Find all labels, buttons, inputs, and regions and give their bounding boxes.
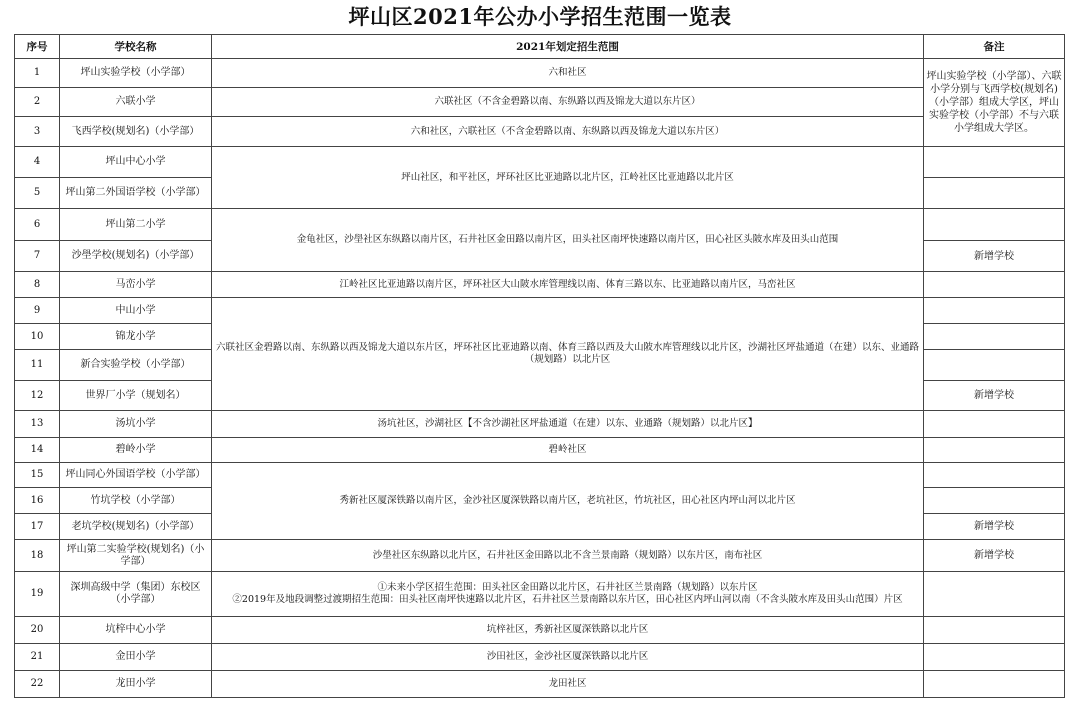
remark: 新增学校 (924, 514, 1065, 540)
remark (924, 209, 1065, 241)
enrollment-range: 坪山社区，和平社区，坪环社区比亚迪路以北片区，江岭社区比亚迪路以北片区 (212, 147, 924, 209)
header-range: 2021年划定招生范围 (212, 35, 924, 59)
remark (924, 617, 1065, 644)
remark: 新增学校 (924, 381, 1065, 411)
enrollment-table (14, 34, 1065, 698)
range-line-2: ②2019年及地段调整过渡期招生范围：田头社区南坪快速路以北片区，石井社区兰景南路以东片区，田心社区内坪山河以南（不含头陂水库及田头山范围）片区 (232, 594, 903, 605)
page-title: 坪山区2021年公办小学招生范围一览表 (348, 4, 732, 29)
remark (924, 488, 1065, 514)
school-name: 坪山实验学校（小学部） (60, 59, 212, 88)
school-name: 六联小学 (60, 88, 212, 117)
enrollment-range: 六和社区 (212, 59, 924, 88)
school-name: 飞西学校(规划名)（小学部） (60, 117, 212, 147)
school-name: 坪山第二小学 (60, 209, 212, 241)
school-name: 坪山第二实验学校(规划名)（小学部） (60, 540, 212, 572)
row-no: 18 (15, 540, 60, 572)
remark (924, 324, 1065, 350)
school-name: 新合实验学校（小学部） (60, 350, 212, 381)
enrollment-range: 六联社区（不含金碧路以南、东纵路以西及锦龙大道以东片区） (212, 88, 924, 117)
enrollment-range: 坑梓社区，秀新社区厦深铁路以北片区 (212, 617, 924, 644)
row-no: 7 (15, 241, 60, 272)
row-no: 8 (15, 272, 60, 298)
row-no: 13 (15, 411, 60, 438)
school-name: 中山小学 (60, 298, 212, 324)
enrollment-range: 龙田社区 (212, 671, 924, 698)
enrollment-range: 秀新社区厦深铁路以南片区，金沙社区厦深铁路以南片区，老坑社区，竹坑社区，田心社区内坪山河以北片区 (212, 463, 924, 540)
table-row (15, 88, 1065, 117)
table-row (15, 147, 1065, 178)
school-name: 汤坑小学 (60, 411, 212, 438)
table-row (15, 117, 1065, 147)
table-row (15, 463, 1065, 488)
table-row (15, 671, 1065, 698)
row-no: 19 (15, 572, 60, 617)
remark (924, 463, 1065, 488)
enrollment-range: 汤坑社区，沙湖社区【不含沙湖社区坪盐通道（在建）以东、业通路（规划路）以北片区】 (212, 411, 924, 438)
remark: 新增学校 (924, 540, 1065, 572)
remark (924, 671, 1065, 698)
table-row (15, 209, 1065, 241)
school-name: 龙田小学 (60, 671, 212, 698)
range-line-1: ①未来小学区招生范围：田头社区金田路以北片区，石井社区兰景南路（规划路）以东片区 (377, 582, 758, 593)
remark (924, 147, 1065, 178)
table-row (15, 540, 1065, 572)
school-name: 坪山第二外国语学校（小学部） (60, 178, 212, 209)
remark (924, 178, 1065, 209)
school-name: 竹坑学校（小学部） (60, 488, 212, 514)
remark: 坪山实验学校（小学部）、六联小学分别与飞西学校(规划名)（小学部）组成大学区，坪山实验学校（小学部）不与六联小学组成大学区。 (924, 59, 1065, 147)
enrollment-range: 金龟社区，沙壆社区东纵路以南片区，石井社区金田路以南片区，田头社区南坪快速路以南片区，田心社区头陂水库及田头山范围 (212, 209, 924, 272)
table-row (15, 617, 1065, 644)
header-note: 备注 (924, 35, 1065, 59)
table-row (15, 298, 1065, 324)
row-no: 2 (15, 88, 60, 117)
school-name: 锦龙小学 (60, 324, 212, 350)
school-name: 世界厂小学（规划名） (60, 381, 212, 411)
row-no: 1 (15, 59, 60, 88)
enrollment-range: 六和社区，六联社区（不含金碧路以南、东纵路以西及锦龙大道以东片区） (212, 117, 924, 147)
row-no: 3 (15, 117, 60, 147)
row-no: 11 (15, 350, 60, 381)
remark (924, 272, 1065, 298)
table-row (15, 411, 1065, 438)
row-no: 21 (15, 644, 60, 671)
row-no: 12 (15, 381, 60, 411)
table-header-row (15, 35, 1065, 59)
row-no: 9 (15, 298, 60, 324)
remark (924, 572, 1065, 617)
school-name: 马峦小学 (60, 272, 212, 298)
remark (924, 411, 1065, 438)
remark (924, 644, 1065, 671)
enrollment-range (212, 572, 924, 617)
header-school: 学校名称 (60, 35, 212, 59)
row-no: 4 (15, 147, 60, 178)
row-no: 14 (15, 438, 60, 463)
row-no: 20 (15, 617, 60, 644)
enrollment-range: 沙壆社区东纵路以北片区，石井社区金田路以北不含兰景南路（规划路）以东片区，南布社区 (212, 540, 924, 572)
row-no: 10 (15, 324, 60, 350)
row-no: 5 (15, 178, 60, 209)
school-name: 碧岭小学 (60, 438, 212, 463)
row-no: 17 (15, 514, 60, 540)
school-name: 坪山中心小学 (60, 147, 212, 178)
table-row (15, 644, 1065, 671)
enrollment-range: 六联社区金碧路以南、东纵路以西及锦龙大道以东片区，坪环社区比亚迪路以南、体育三路以西及大山陂水库管理线以北片区，沙湖社区坪盐通道（在建）以东、业通路（规划路）以北片区 (212, 298, 924, 411)
school-name: 老坑学校(规划名)（小学部） (60, 514, 212, 540)
table-row (15, 59, 1065, 88)
table-row (15, 438, 1065, 463)
school-name: 金田小学 (60, 644, 212, 671)
row-no: 16 (15, 488, 60, 514)
row-no: 22 (15, 671, 60, 698)
header-no: 序号 (15, 35, 60, 59)
remark: 新增学校 (924, 241, 1065, 272)
enrollment-range: 江岭社区比亚迪路以南片区，坪环社区大山陂水库管理线以南、体育三路以东、比亚迪路以南片区，马峦社区 (212, 272, 924, 298)
row-no: 6 (15, 209, 60, 241)
remark (924, 298, 1065, 324)
school-name: 坑梓中心小学 (60, 617, 212, 644)
table-row (15, 272, 1065, 298)
school-name: 深圳高级中学（集团）东校区（小学部） (60, 572, 212, 617)
remark (924, 350, 1065, 381)
row-no: 15 (15, 463, 60, 488)
enrollment-range: 碧岭社区 (212, 438, 924, 463)
remark (924, 438, 1065, 463)
table-row (15, 572, 1065, 617)
enrollment-range: 沙田社区，金沙社区厦深铁路以北片区 (212, 644, 924, 671)
school-name: 坪山同心外国语学校（小学部） (60, 463, 212, 488)
school-name: 沙壆学校(规划名)（小学部） (60, 241, 212, 272)
